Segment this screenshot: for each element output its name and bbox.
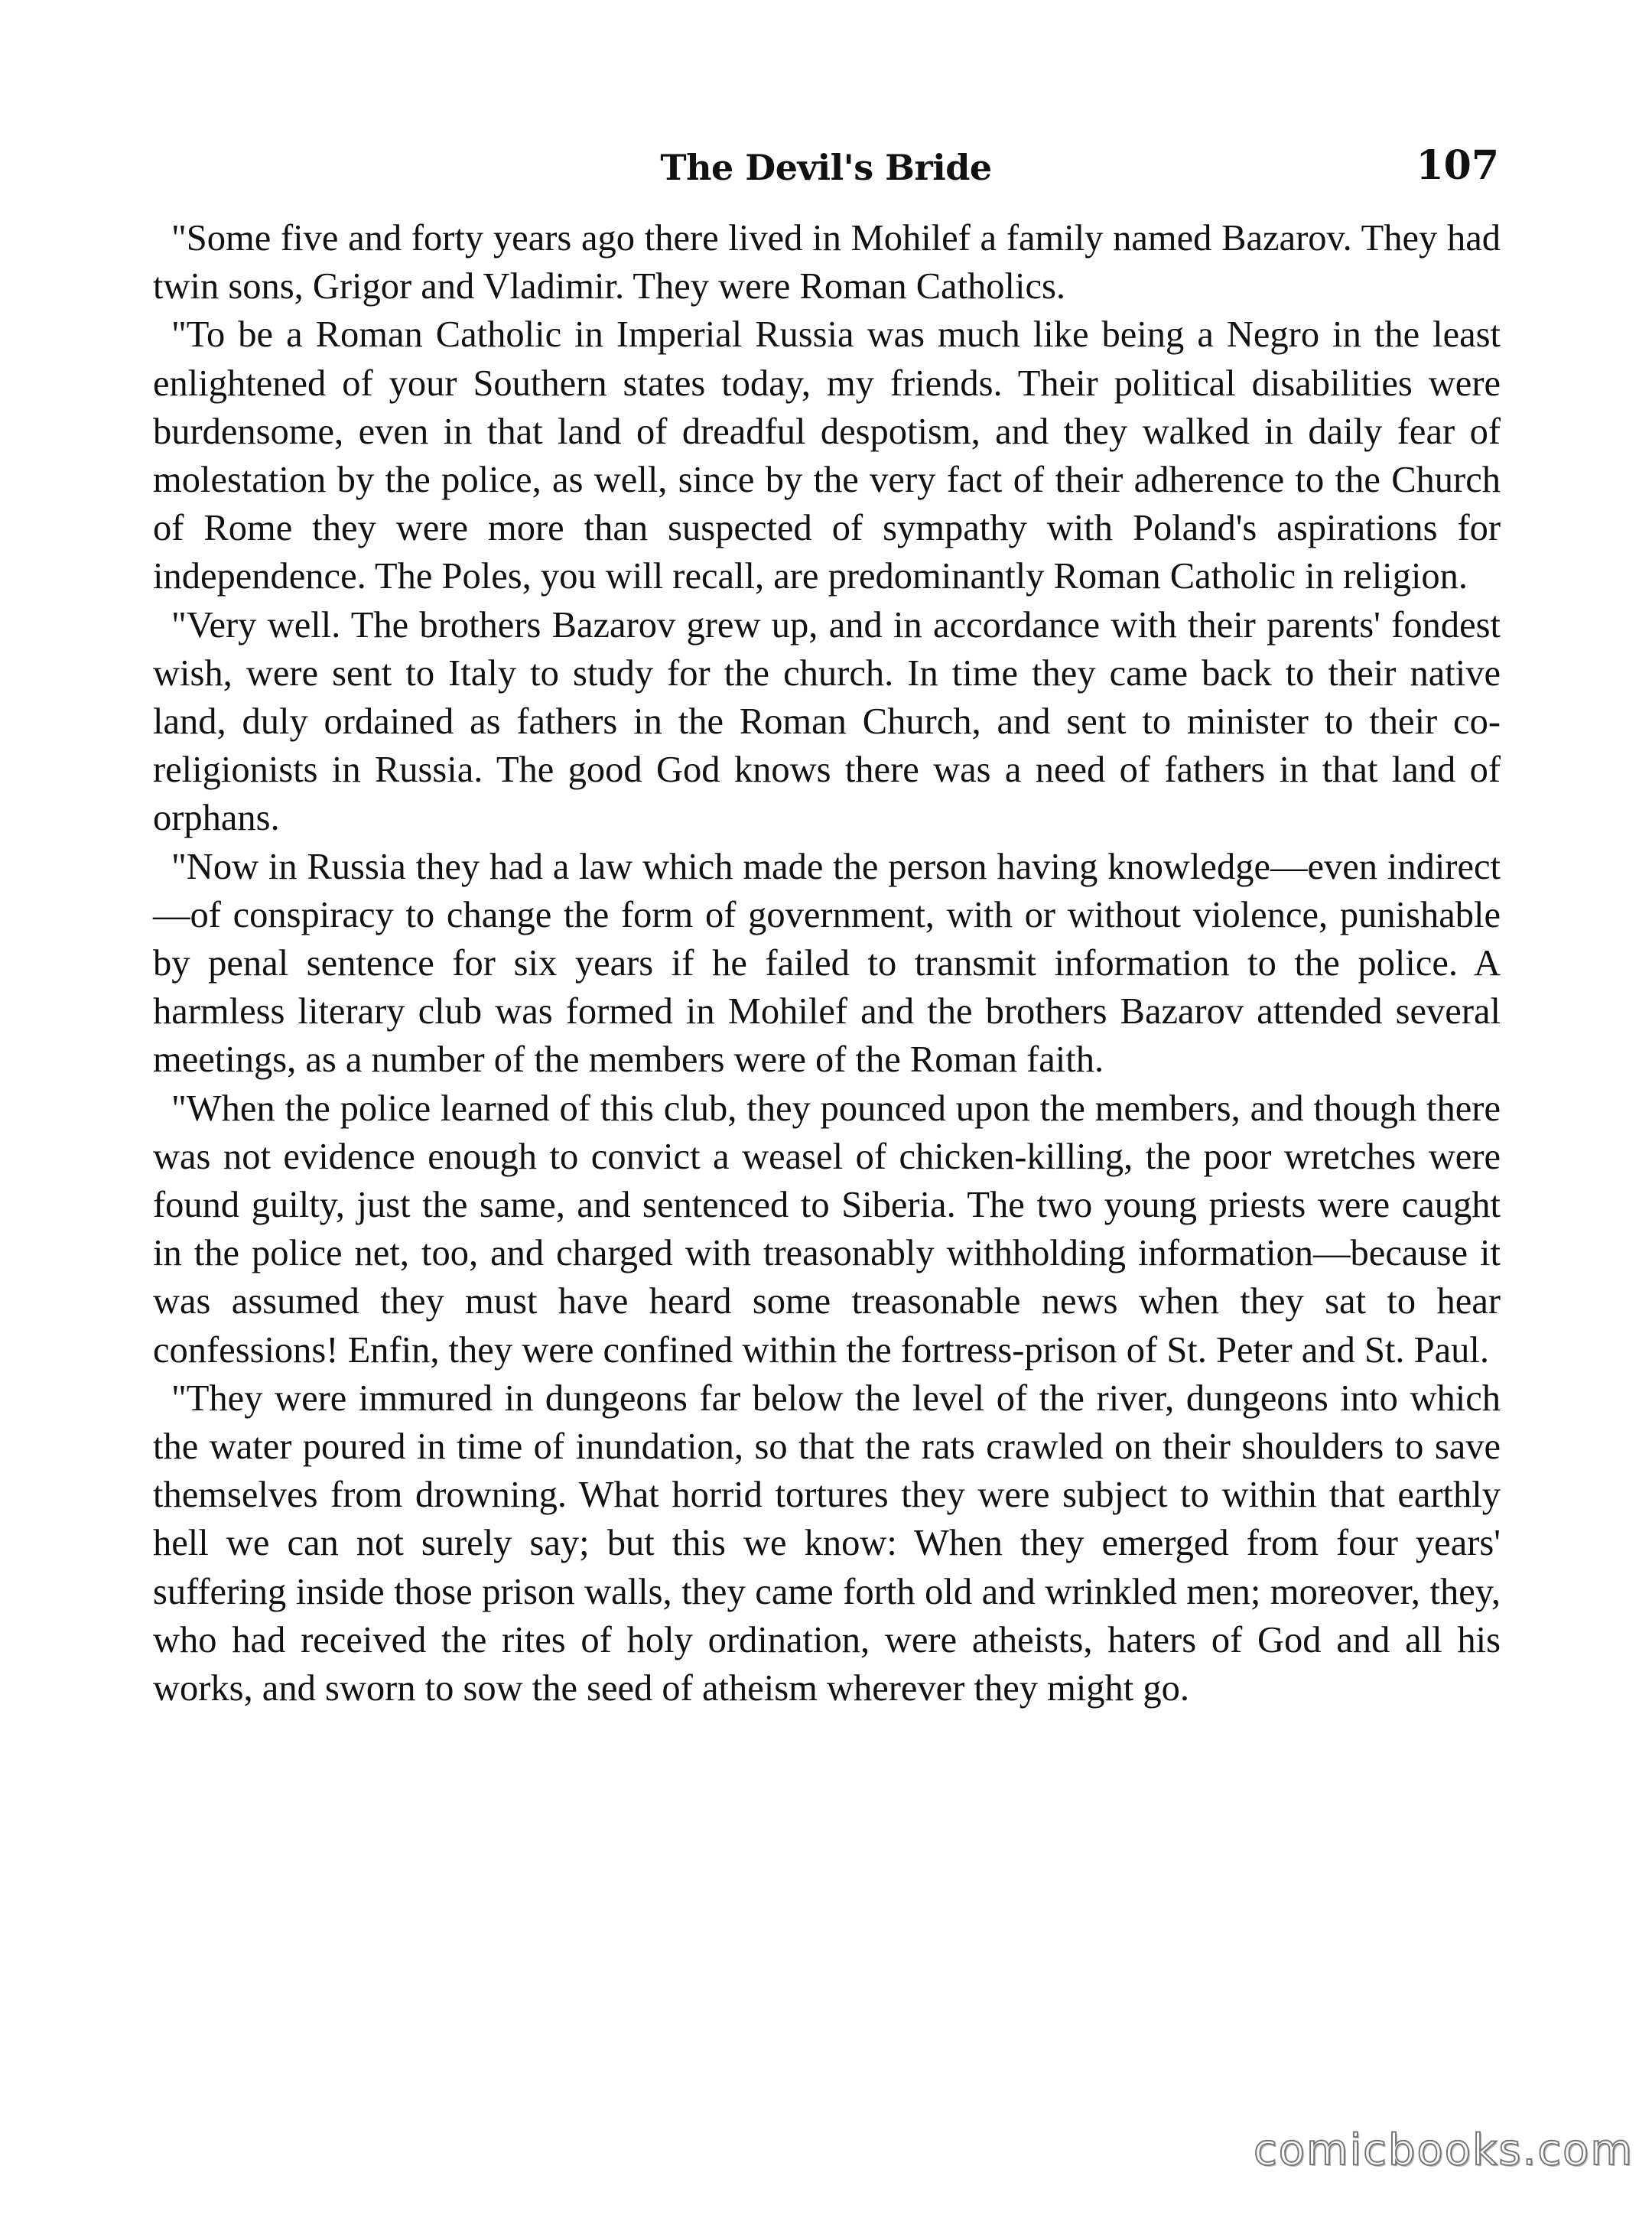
watermark: comicbooks.com (1253, 2125, 1634, 2175)
paragraph-5: "When the police learned of this club, they pounced upon the members, and though there was not evidence enough to convict a weasel of chicken-killing, the poor wretches were found guilty, just the same, and sentenced to Siberia. The two young priests were caught in the police net, too, and charged with treasonably withholding information—because it was assumed they must have heard some treasonable news when they sat to hear confessions! Enfin, they were confined within the fortress-prison of St. Peter and St. Paul. (153, 1088, 1501, 1371)
body-text (153, 214, 1501, 1712)
page-header (153, 142, 1499, 208)
running-title: The Devil's Bride (660, 147, 992, 188)
paragraph-3: "Very well. The brothers Bazarov grew up, and in accordance with their parents' fondest wish, were sent to Italy to study for the church. In time they came back to their native land, duly ordained as fathers in the Roman Church, and sent to minister to their co-religionists in Russia. The good God knows there was a need of fathers in that land of orphans. (153, 604, 1501, 839)
paragraph-2: "To be a Roman Catholic in Imperial Russia was much like being a Negro in the least enlightened of your Southern states today, my friends. Their political disabilities were burdensome, even in that land of dreadful despotism, and they walked in daily fear of molestation by the police, as well, since by the very fact of their adherence to the Church of Rome they were more than suspected of sympathy with Poland's aspirations for independence. The Poles, you will recall, are predominantly Roman Catholic in religion. (153, 314, 1501, 597)
page-number: 107 (1416, 142, 1499, 189)
paragraph-1: "Some five and forty years ago there lived in Mohilef a family named Bazarov. They had twin sons, Grigor and Vladimir. They were Roman Catholics. (153, 218, 1501, 307)
paragraph-4: "Now in Russia they had a law which made the person having knowledge—even indirect—of conspiracy to change the form of government, with or without violence, punishable by penal sentence for six years if he failed to transmit information to the police. A harmless literary club was formed in Mohilef and the brothers Bazarov attended several meetings, as a number of the members were of the Roman faith. (153, 846, 1501, 1081)
paragraph-6: "They were immured in dungeons far below the level of the river, dungeons into which the water poured in time of inundation, so that the rats crawled on their shoulders to save themselves from drowning. What horrid tortures they were subject to within that earthly hell we can not surely say; but this we know: When they emerged from four years' suffering inside those prison walls, they came forth old and wrinkled men; moreover, they, who had received the rites of holy ordination, were atheists, haters of God and all his works, and sworn to sow the seed of atheism wherever they might go. (153, 1377, 1501, 1709)
